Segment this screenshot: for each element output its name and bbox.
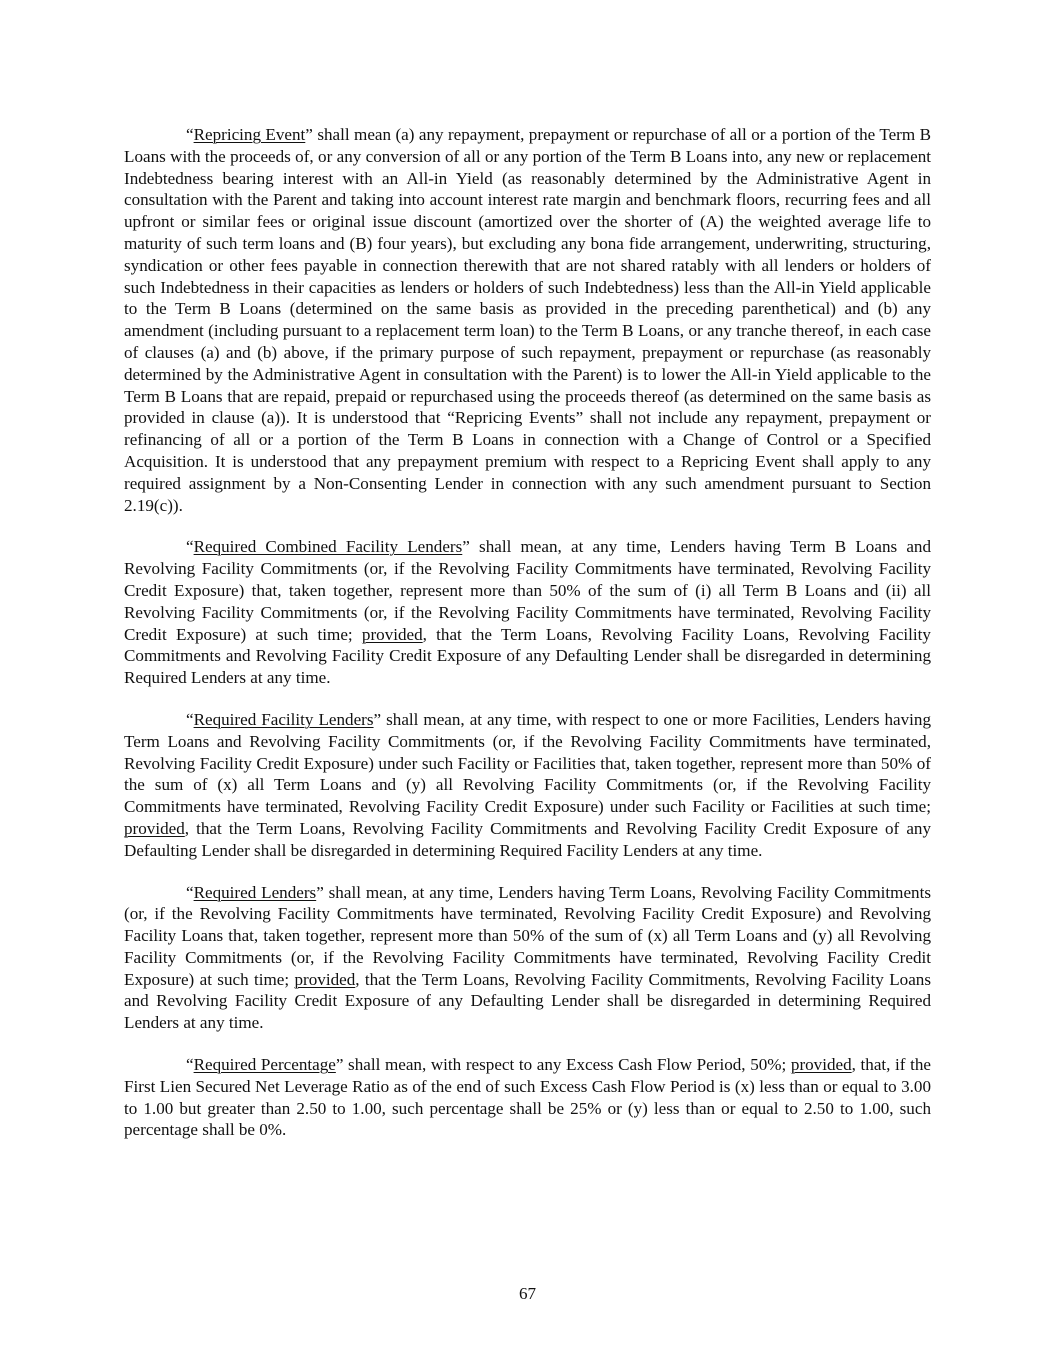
definition-text: shall mean, with respect to any Excess Cash Flow Period, 50%;: [343, 1055, 791, 1075]
defined-term: Required Percentage: [193, 1055, 336, 1075]
proviso-term: provided: [361, 624, 423, 644]
page-number: 67: [518, 1284, 537, 1303]
definition-text: shall mean, at any time, Lenders having Term Loans, Revolving Facility Commitments (or, if the Revolving Facility Commitments have terminated, Revolving Facility Credit Exposure) and Revolving Facility Loans that, taken together, represent more than 50% of the sum of (x) all Term Loans and (y) all Revolving Facility Commitments (or, if the Revolving Facility Commitments have terminated, Revolving Facility Credit Exposure) at such time;: [124, 882, 931, 989]
definition-text: , that the Term Loans, Revolving Facility Commitments and Revolving Facility Credit Exposure of any Defaulting Lender shall be disregarded in determining Required Facility Lenders at any time.: [124, 818, 931, 860]
definition-text: , that, if the First Lien Secured Net Leverage Ratio as of the end of such Excess Cash Flow Period is (x) less than or equal to 3.00 to 1.00 but greater than 2.50 to 1.00, such percentage shall be 25% or (y) less than or equal to 2.50 to 1.00, such percentage shall be 0%.: [124, 1055, 931, 1140]
defined-term: Repricing Event: [193, 125, 306, 144]
defined-term: Required Facility Lenders: [193, 709, 374, 729]
open-quote: “: [186, 125, 194, 144]
close-quote: ”: [462, 537, 470, 557]
definition-text: shall mean (a) any repayment, prepayment or repurchase of all or a portion of the Term B Loans with the proceeds of, or any conversion of all or any portion of the Term B Loans into, any new or replacement Indebtedness bearing interest with an All-in Yield (as reasonably determined by the Administrative Agent in consultation with the Parent and taking into account interest rate margin and benchmark floors, recurring fees and all upfront or similar fees or original issue discount (amortized over the shorter of (A) the weighted average life to maturity of such term loans and (B) four years), but excluding any bona fide arrangement, underwriting, structuring, syndication or other fees payable in connection therewith that are not shared ratably with all lenders or holders of such Indebtedness in their capacities as lenders or holders of such Indebtedness) less than the All-in Yield applicable to the Term B Loans (determined on the same basis as provided in the preceding parenthetical) and (b) any amendment (including pursuant to a replacement term loan) to the Term B Loans, or any tranche thereof, in each case of clauses (a) and (b) above, if the primary purpose of such repayment, prepayment or repurchase (as reasonably determined by the Administrative Agent in consultation with the Parent) is to lower the All-in Yield applicable to the Term B Loans that are repaid, prepaid or repurchased using the proceeds thereof (as determined on the same basis as provided in clause (a)). It is understood that “Repricing Events” shall not include any repayment, prepayment or refinancing of all or a portion of the Term B Loans in connection with a Change of Control or a Specified Acquisition. It is understood that any prepayment premium with respect to a Repricing Event shall apply to any required assignment by a Non-Consenting Lender in connection with any such amendment pursuant to Section 2.19(c)).: [124, 125, 931, 515]
open-quote: “: [186, 537, 194, 557]
open-quote: “: [186, 882, 194, 902]
proviso-term: provided: [790, 1055, 852, 1075]
definition-text: , that the Term Loans, Revolving Facility Loans, Revolving Facility Commitments and Revolving Facility Credit Exposure of any Defaulting Lender shall be disregarded in determining Required Lenders at any time.: [124, 624, 931, 688]
definition-required-lenders: [124, 882, 931, 1035]
close-quote: ”: [373, 709, 382, 729]
definition-required-percentage: [124, 1054, 931, 1141]
proviso-term: provided: [294, 969, 356, 989]
definition-repricing-event: [124, 124, 931, 516]
definition-text: shall mean, at any time, Lenders having Term B Loans and Revolving Facility Commitments (or, if the Revolving Facility Commitments have terminated, Revolving Facility Credit Exposure) that, taken together, represent more than 50% of the sum of (i) all Term B Loans and (ii) all Revolving Facility Commitments (or, if the Revolving Facility Commitments have terminated, Revolving Facility Credit Exposure) at such time;: [124, 537, 931, 644]
document-page: [124, 124, 931, 1161]
close-quote: ”: [316, 882, 324, 902]
defined-term: Required Lenders: [193, 882, 317, 902]
open-quote: “: [186, 1055, 194, 1075]
open-quote: “: [186, 709, 194, 729]
definition-required-combined-facility-lenders: [124, 536, 931, 689]
close-quote: ”: [335, 1055, 344, 1075]
definition-text: shall mean, at any time, with respect to one or more Facilities, Lenders having Term Loans and Revolving Facility Commitments (or, if the Revolving Facility Commitments have terminated, Revolving Facility Credit Exposure) under such Facility or Facilities that, taken together, represent more than 50% of the sum of (x) all Term Loans and (y) all Revolving Facility Commitments (or, if the Revolving Facility Commitments have terminated, Revolving Facility Credit Exposure) under such Facility or Facilities at such time;: [124, 709, 931, 817]
definition-required-facility-lenders: [124, 709, 931, 862]
close-quote: ”: [305, 125, 313, 144]
definition-text: , that the Term Loans, Revolving Facility Commitments, Revolving Facility Loans and Revolving Facility Credit Exposure of any Defaulting Lender shall be disregarded in determining Required Lenders at any time.: [124, 969, 931, 1033]
proviso-term: provided: [124, 818, 185, 838]
defined-term: Required Combined Facility Lenders: [193, 537, 463, 557]
